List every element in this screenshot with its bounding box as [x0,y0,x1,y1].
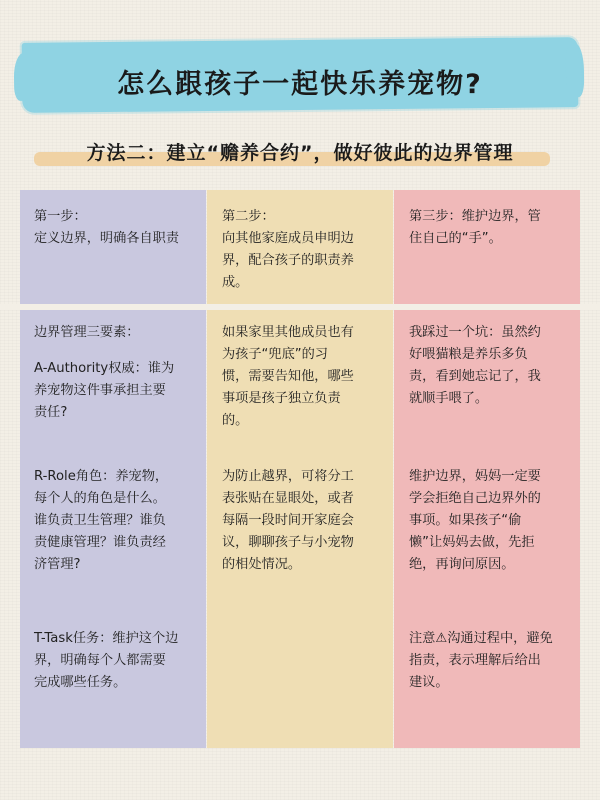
step-one-header: 第一步： 定义边界，明确各自职责 [34,209,180,246]
step-one-item-heading: 边界管理三要素： [34,325,140,340]
step-two-item-prevent: 为防止越界，可将分工 表张贴在显眼处，或者 每隔一段时间开家庭会 议，聊聊孩子与小宠物 的相处情况。 [222,469,354,572]
step-three-item-pitfall: 我踩过一个坑：虽然约 好喂猫粮是养乐多负 责，看到她忘记了，我 就顺手喂了。 [409,325,541,406]
page-title: 怎么跟孩子一起快乐养宠物? [117,69,483,100]
step-one-item-authority: A-Authority权威：谁为 养宠物这件事承担主要 责任? [34,361,175,420]
step-two-item-notify: 如果家里其他成员也有 为孩子“兜底”的习 惯，需要告知他，哪些 事项是孩子独立负责 的。 [222,325,354,428]
step-two-header: 第二步： 向其他家庭成员申明边 界，配合孩子的职责养 成。 [222,209,354,290]
step-one-item-role: R-Role角色：养宠物， 每个人的角色是什么。 谁负责卫生管理？谁负 责健康管理？谁负责经 济管理? [34,469,169,572]
page-subtitle: 方法二：建立“赡养合约”，做好彼此的边界管理 [86,142,514,164]
step-three-item-note: 注意⚠沟通过程中，避免 指责，表示理解后给出 建议。 [409,631,553,690]
step-three-header: 第三步：维护边界，管 住自己的“手”。 [409,209,541,246]
step-three-item-maintain: 维护边界，妈妈一定要 学会拒绝自己边界外的 事项。如果孩子“偷 懒”让妈妈去做，先拒 绝，再询问原因。 [409,469,541,572]
row-divider [0,304,600,310]
step-one-item-task: T-Task任务：维护这个边 界，明确每个人都需要 完成哪些任务。 [34,631,179,690]
